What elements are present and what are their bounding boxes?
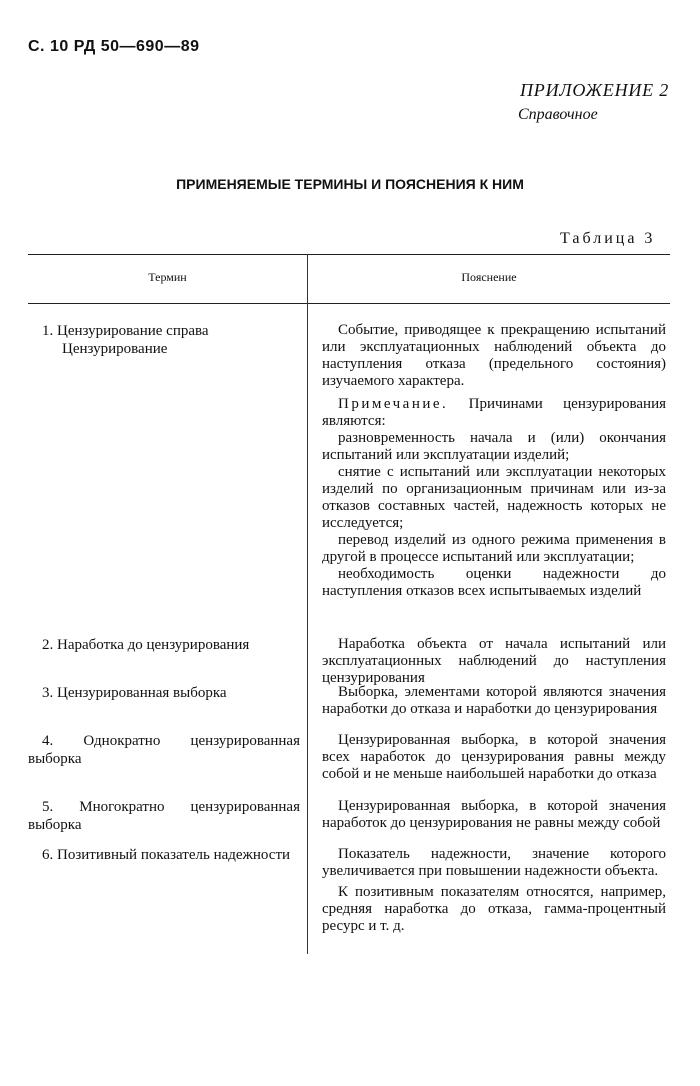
appendix-subtitle: Справочное xyxy=(518,106,598,123)
table-top-rule xyxy=(28,254,670,255)
term-row-1 xyxy=(28,322,300,358)
term-synonym: Цензурирование xyxy=(62,341,168,357)
column-header-term: Термин xyxy=(148,270,187,284)
table-header-rule xyxy=(28,303,670,304)
definition-6 xyxy=(322,846,666,935)
note-item-4: необходимость оценки надежности до наступления отказов всех испытываемых изделий xyxy=(322,566,666,599)
definition-1 xyxy=(322,322,666,600)
definition-6-main: Показатель надежности, значение которого увеличивается при повышении надежности объекта. xyxy=(322,846,666,879)
term-row-6: 6. Позитивный показатель надежности xyxy=(42,847,291,863)
definition-4: Цензурированная выборка, в которой значения всех наработок до цензурирования равны между собой и не меньше наибольшей наработки до отказа xyxy=(322,732,666,782)
term-row-5: 5. Многократно цензурированная выборка xyxy=(28,799,300,833)
definition-5: Цензурированная выборка, в которой значения наработок до цензурирования не равны между собой xyxy=(322,798,666,831)
table-label: Таблица 3 xyxy=(560,230,656,247)
note-item-3: перевод изделий из одного режима применения в другой в процессе испытаний или эксплуатации; xyxy=(322,532,666,565)
note-item-1: разновременность начала и (или) окончания испытаний или эксплуатации изделий; xyxy=(322,430,666,463)
note-text: Причинами цензурирования являются: xyxy=(322,396,666,429)
column-header-explanation: Пояснение xyxy=(461,270,517,284)
term-row-3: 3. Цензурированная выборка xyxy=(42,685,227,701)
definition-3: Выборка, элементами которой являются значения наработки до отказа и наработки до цензурирования xyxy=(322,684,666,717)
note-label: Примечание. xyxy=(338,396,449,412)
appendix-title: ПРИЛОЖЕНИЕ 2 xyxy=(520,80,670,100)
definition-1-note xyxy=(322,396,666,430)
page-header: С. 10 РД 50—690—89 xyxy=(28,38,200,55)
definition-1-main: Событие, приводящее к прекращению испытаний или эксплуатационных наблюдений объекта до наступления отказа (предельного состояния) изучаемого характера. xyxy=(322,322,666,389)
term-row-2: 2. Наработка до цензурирования xyxy=(42,637,250,653)
table-column-divider xyxy=(307,254,308,954)
term-row-4: 4. Однократно цензурированная выборка xyxy=(28,733,300,767)
note-item-2: снятие с испытаний или эксплуатации некоторых изделий по организационным причинам или из-за отказов составных частей, надежность которых не исследуется; xyxy=(322,464,666,531)
document-title: ПРИМЕНЯЕМЫЕ ТЕРМИНЫ И ПОЯСНЕНИЯ К НИМ xyxy=(176,176,524,192)
definition-6-note: К позитивным показателям относятся, например, средняя наработка до отказа, гамма-процентный ресурс и т. д. xyxy=(322,884,666,934)
term-text: 1. Цензурирование справа xyxy=(42,323,209,339)
definition-2: Наработка объекта от начала испытаний или эксплуатационных наблюдений до наступления цензурирования xyxy=(322,636,666,686)
